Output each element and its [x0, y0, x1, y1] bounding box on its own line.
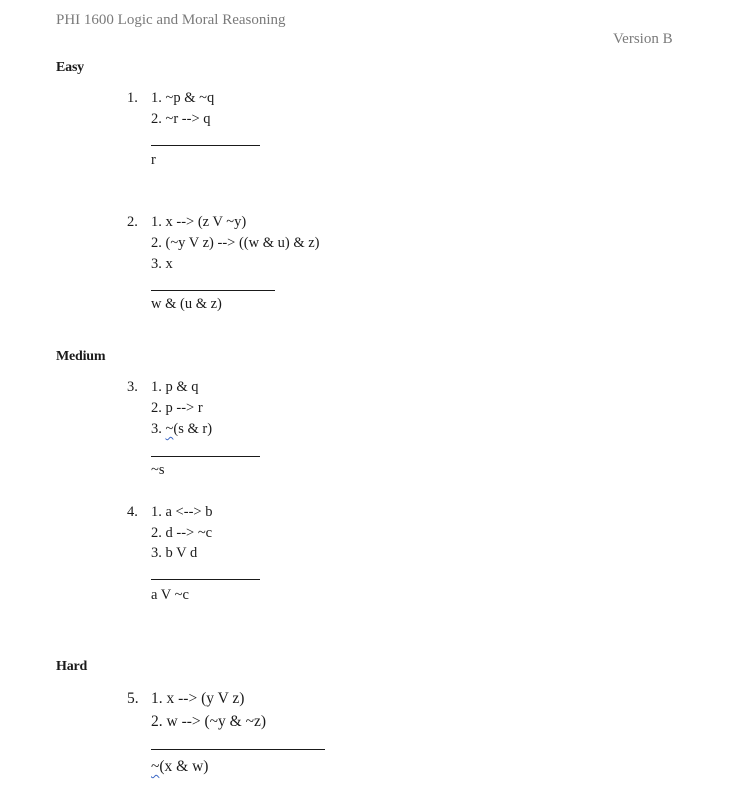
problem-number: 2. — [127, 214, 138, 230]
premise: 2. w --> (~y & ~z) — [151, 713, 267, 730]
problem-number: 3. — [127, 379, 138, 395]
conclusion-text: (x & w) — [159, 758, 209, 775]
conclusion: w & (u & z) — [151, 296, 222, 312]
conclusion: r — [151, 152, 156, 168]
premise: 2. ~r --> q — [151, 111, 211, 127]
premise: 1. x --> (y V z) — [151, 690, 245, 707]
conclusion-rule — [151, 579, 260, 580]
conclusion-rule — [151, 145, 260, 146]
premise: 1. a <--> b — [151, 504, 213, 520]
course-title: PHI 1600 Logic and Moral Reasoning — [56, 12, 286, 28]
premise: 2. (~y V z) --> ((w & u) & z) — [151, 235, 320, 251]
premise: 1. x --> (z V ~y) — [151, 214, 247, 230]
premise-number: 3. — [151, 421, 166, 437]
premise: 1. p & q — [151, 379, 199, 395]
section-heading-medium: Medium — [56, 349, 106, 364]
spellcheck-squiggle: ~ — [165, 421, 174, 437]
premise: 2. d --> ~c — [151, 525, 213, 541]
conclusion — [151, 758, 208, 776]
conclusion: ~s — [151, 462, 165, 478]
conclusion-rule — [151, 456, 260, 457]
conclusion-rule — [151, 749, 325, 750]
premise — [151, 421, 212, 438]
spellcheck-squiggle: ~ — [151, 758, 160, 775]
version-label: Version B — [613, 31, 673, 47]
premise-text: (s & r) — [173, 421, 213, 437]
problem-number: 1. — [127, 90, 138, 106]
problem-number: 5. — [127, 690, 139, 707]
premise: 1. ~p & ~q — [151, 90, 215, 106]
premise: 3. b V d — [151, 545, 198, 561]
premise: 3. x — [151, 256, 173, 272]
premise: 2. p --> r — [151, 400, 203, 416]
conclusion: a V ~c — [151, 587, 189, 603]
section-heading-hard: Hard — [56, 659, 88, 674]
conclusion-rule — [151, 290, 275, 291]
section-heading-easy: Easy — [56, 60, 84, 75]
problem-number: 4. — [127, 504, 138, 520]
